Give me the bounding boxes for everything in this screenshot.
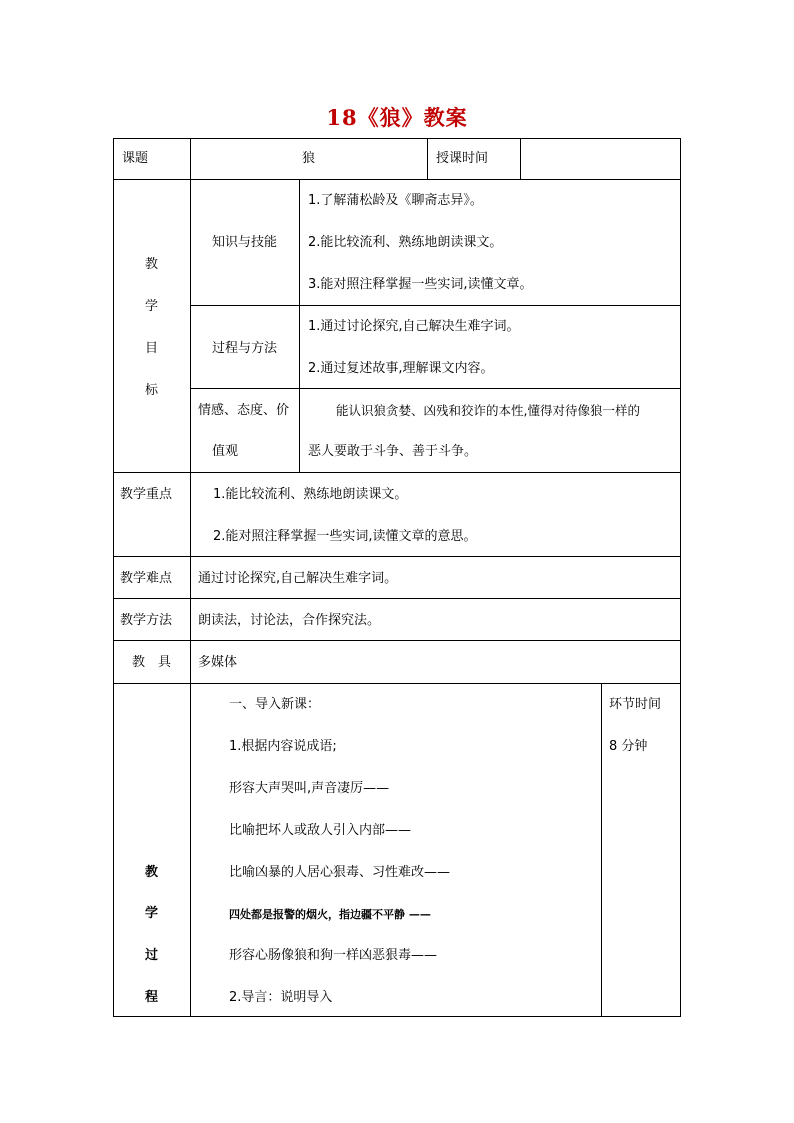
divider-knowledge — [190, 305, 681, 306]
row-divider-difficulty — [113, 598, 681, 599]
objectives-label-char: 教 — [144, 257, 158, 272]
key-points-label: 教学重点 — [120, 487, 173, 502]
idiom-prompt: 比喻凶暴的人居心狠毒、习性难改—— — [229, 865, 451, 880]
emotion-text-line2: 恶人要敢于斗争、善于斗争。 — [308, 444, 478, 459]
segment-time-value: 8 分钟 — [609, 739, 648, 754]
row-divider-keypoints — [113, 556, 681, 557]
class-time-label: 授课时间 — [436, 151, 489, 166]
process-label-char: 过 — [144, 948, 158, 963]
knowledge-item: 2.能比较流利、熟练地朗读课文。 — [308, 235, 503, 250]
emotion-label-line1: 情感、态度、价 — [198, 403, 290, 418]
tools-value: 多媒体 — [198, 655, 238, 670]
process-subitem: 1.根据内容说成语; — [229, 739, 337, 754]
emotion-label-line2: 值观 — [212, 444, 239, 459]
process-label-char: 学 — [144, 906, 158, 921]
idiom-prompt: 四处都是报警的烟火，指边疆不平静 —— — [229, 908, 431, 921]
key-point-item: 1.能比较流利、熟练地朗读课文。 — [213, 487, 408, 502]
method-value: 朗读法，讨论法，合作探究法。 — [198, 613, 381, 628]
process-method-item: 2.通过复述故事,理解课文内容。 — [308, 361, 494, 376]
objectives-label-char: 目 — [144, 341, 158, 356]
emotion-text-line1: 能认识狼贪婪、凶残和狡诈的本性,懂得对待像狼一样的 — [336, 403, 640, 418]
page-title: 18《狼》教案 — [326, 105, 468, 130]
topic-value: 狼 — [301, 151, 315, 166]
difficulty-value: 通过讨论探究,自己解决生难字词。 — [198, 571, 398, 586]
objectives-label-char: 学 — [144, 299, 158, 314]
row-divider-method — [113, 640, 681, 641]
col-divider-time — [601, 683, 602, 1017]
process-subitem: 2.导言：说明导入 — [229, 990, 333, 1005]
table-border-bottom — [113, 1016, 681, 1017]
col-divider-label — [190, 138, 191, 1017]
table-border-top — [113, 138, 681, 139]
idiom-prompt: 形容心肠像狼和狗一样凶恶狠毒—— — [229, 948, 438, 963]
idiom-prompt: 比喻把坏人或敌人引入内部—— — [229, 823, 412, 838]
divider-process — [190, 388, 681, 389]
difficulty-label: 教学难点 — [120, 571, 173, 586]
process-heading: 一、导入新课： — [229, 697, 321, 712]
method-label: 教学方法 — [120, 613, 173, 628]
topic-label: 课题 — [122, 151, 149, 166]
col-divider-time-label — [520, 138, 521, 180]
process-method-label: 过程与方法 — [211, 341, 277, 356]
knowledge-item: 1.了解蒲松龄及《聊斋志异》。 — [308, 193, 483, 208]
row-divider-tools — [113, 683, 681, 684]
row-divider-objectives — [113, 472, 681, 473]
knowledge-item: 3.能对照注释掌握一些实词,读懂文章。 — [308, 277, 533, 292]
key-point-item: 2.能对照注释掌握一些实词,读懂文章的意思。 — [213, 529, 477, 544]
segment-time-header: 环节时间 — [609, 697, 662, 712]
idiom-prompt: 形容大声哭叫,声音凄厉—— — [229, 781, 390, 796]
objectives-label-char: 标 — [144, 383, 158, 398]
row-divider-topic — [113, 179, 681, 180]
col-divider-sublabel — [299, 179, 300, 473]
knowledge-label: 知识与技能 — [211, 235, 277, 250]
process-label-char: 教 — [144, 865, 158, 880]
process-label-char: 程 — [144, 990, 158, 1005]
process-method-item: 1.通过讨论探究,自己解决生难字词。 — [308, 319, 520, 334]
table-border-right — [680, 138, 681, 1017]
col-divider-topic — [427, 138, 428, 180]
tools-label: 教 具 — [131, 655, 171, 670]
